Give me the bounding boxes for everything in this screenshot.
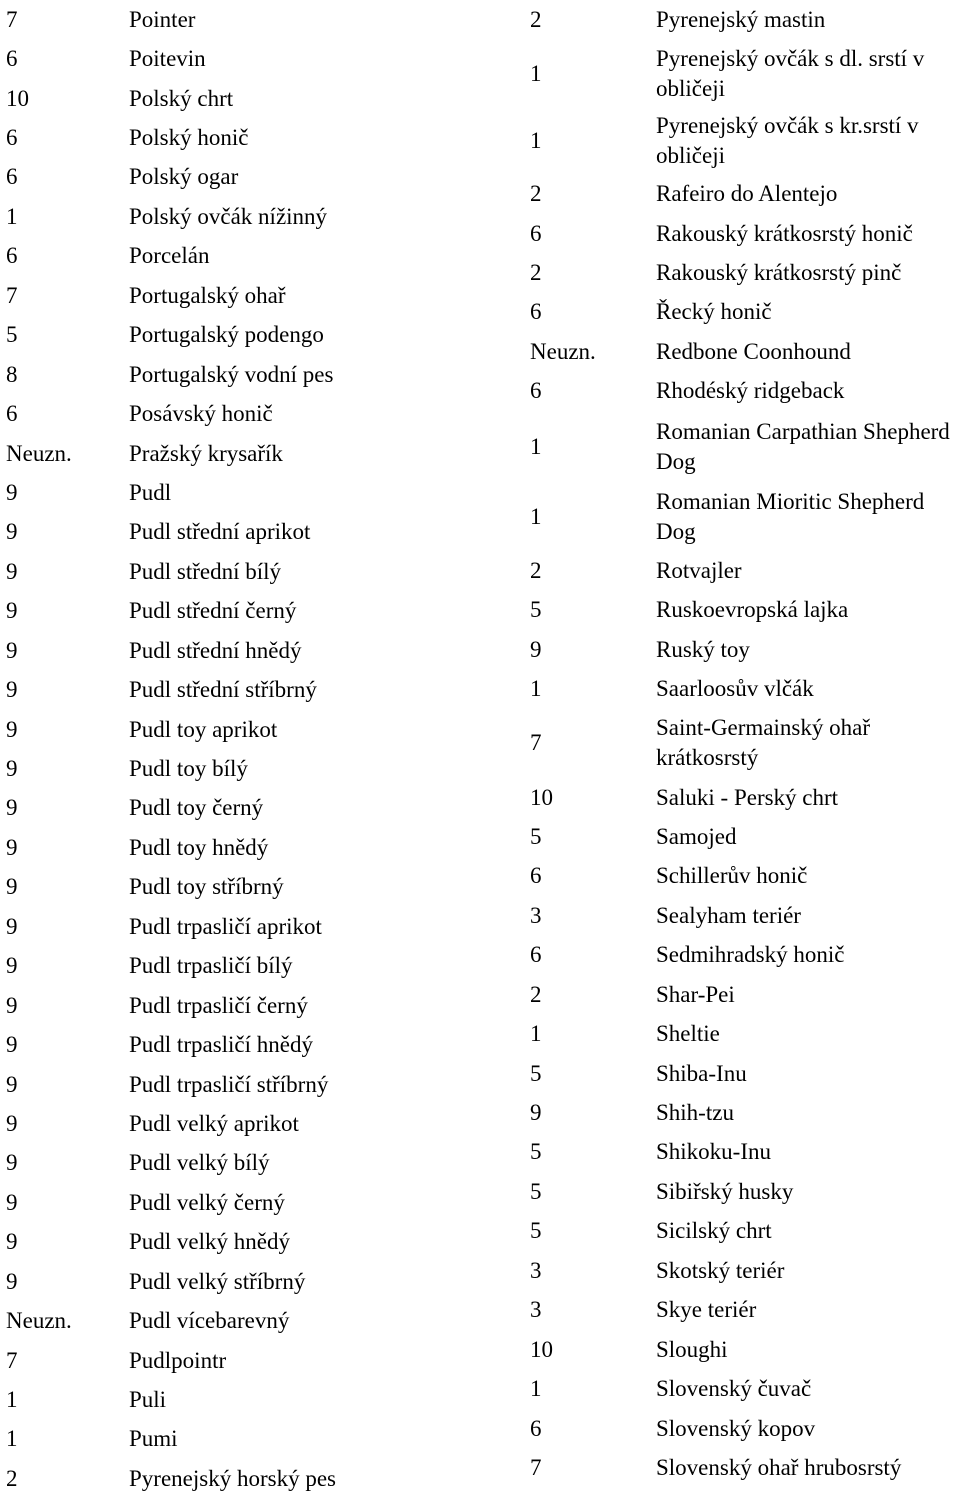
group-number: 1 — [530, 434, 542, 460]
breed-name: Sibiřský husky — [656, 1178, 794, 1204]
breed-name: Pudl toy stříbrný — [129, 874, 284, 900]
group-number: 6 — [6, 125, 18, 151]
group-number: 5 — [530, 1178, 542, 1204]
group-number: 6 — [530, 378, 542, 404]
group-number: 9 — [6, 992, 18, 1018]
group-number: 9 — [6, 913, 18, 939]
group-number: 9 — [6, 598, 18, 624]
group-number: 5 — [6, 322, 18, 348]
breed-row — [530, 975, 960, 1014]
breed-name: Pudl trpasličí bílý — [129, 953, 293, 979]
group-number: 9 — [6, 1150, 18, 1176]
breed-name: Portugalský vodní pes — [129, 361, 334, 387]
group-number: 9 — [6, 953, 18, 979]
breed-row — [530, 1409, 960, 1448]
breed-name: Pudl toy bílý — [129, 756, 248, 782]
breed-name: Polský ogar — [129, 164, 239, 190]
breed-row — [6, 237, 506, 276]
breed-name: Puli — [129, 1387, 167, 1413]
group-number: 2 — [530, 557, 542, 583]
breed-name: Pudl trpasličí stříbrný — [129, 1071, 329, 1097]
breed-row — [6, 1262, 506, 1301]
breed-name: Poitevin — [129, 46, 206, 72]
breed-name: Shiba-Inu — [656, 1060, 747, 1086]
breed-row — [530, 591, 960, 630]
group-number: 7 — [6, 6, 18, 32]
breed-name: Pudl velký černý — [129, 1189, 285, 1215]
breed-row — [530, 39, 960, 108]
group-number: Neuzn. — [6, 1308, 72, 1334]
breed-row — [530, 411, 960, 483]
group-number: 5 — [530, 1060, 542, 1086]
breed-name: Pudl střední hnědý — [129, 637, 302, 663]
group-number: 6 — [6, 401, 18, 427]
breed-row — [6, 789, 506, 828]
breed-row — [6, 1420, 506, 1459]
breed-row — [6, 197, 506, 236]
group-number: 9 — [6, 1032, 18, 1058]
breed-row — [530, 253, 960, 292]
breed-name: Skotský teriér — [656, 1257, 785, 1283]
breed-row — [530, 1014, 960, 1053]
group-number: 9 — [6, 677, 18, 703]
breed-name: Pyrenejský mastin — [656, 6, 826, 32]
breed-row — [6, 670, 506, 709]
breed-row — [6, 276, 506, 315]
breed-row — [6, 868, 506, 907]
breed-name: Rotvajler — [656, 557, 742, 583]
breed-row — [530, 857, 960, 896]
breed-row — [530, 108, 960, 174]
group-number: 6 — [530, 1415, 542, 1441]
breed-name: Shikoku-Inu — [656, 1139, 771, 1165]
breed-name: Pudl velký hnědý — [129, 1229, 290, 1255]
breed-row — [6, 592, 506, 631]
breed-row — [6, 710, 506, 749]
breed-name: Romanian Mioritic Shepherd Dog — [656, 489, 925, 545]
group-number: 6 — [6, 164, 18, 190]
breed-row — [6, 394, 506, 433]
breed-name: Pudl velký bílý — [129, 1150, 270, 1176]
group-number: 6 — [6, 243, 18, 269]
breed-row — [530, 630, 960, 669]
group-number: 9 — [6, 1229, 18, 1255]
group-number: 9 — [6, 1071, 18, 1097]
group-number: 7 — [530, 730, 542, 756]
breed-name: Posávský honič — [129, 401, 273, 427]
breed-name: Pyrenejský ovčák s kr.srstí v obličeji — [656, 113, 919, 169]
breed-row — [6, 473, 506, 512]
breed-row — [530, 332, 960, 371]
breed-name: Ruskoevropská lajka — [656, 597, 849, 623]
breed-row — [530, 293, 960, 332]
breed-name: Pudl — [129, 479, 172, 505]
breed-name: Rhodéský ridgeback — [656, 378, 845, 404]
group-number: 9 — [530, 636, 542, 662]
breed-row — [6, 118, 506, 157]
breed-name: Slovenský kopov — [656, 1415, 816, 1441]
group-number: 9 — [6, 756, 18, 782]
breed-row — [6, 1025, 506, 1064]
breed-name: Pudl toy černý — [129, 795, 264, 821]
group-number: 7 — [530, 1454, 542, 1480]
breed-name: Saarloosův vlčák — [656, 676, 814, 702]
group-number: 10 — [6, 85, 29, 111]
breed-name: Sheltie — [656, 1021, 720, 1047]
breed-row — [530, 936, 960, 975]
breed-name: Pudl střední bílý — [129, 558, 282, 584]
breed-name: Porcelán — [129, 243, 210, 269]
group-number: 9 — [6, 1189, 18, 1215]
breed-row — [6, 355, 506, 394]
group-number: 6 — [530, 299, 542, 325]
group-number: 1 — [530, 60, 542, 86]
breed-row — [6, 1301, 506, 1340]
group-number: 6 — [530, 942, 542, 968]
group-number: 7 — [6, 282, 18, 308]
breed-name: Pudl střední stříbrný — [129, 677, 317, 703]
breed-name: Pudl vícebarevný — [129, 1308, 290, 1334]
breed-row — [6, 986, 506, 1025]
breed-row — [530, 1291, 960, 1330]
breed-name: Pudl trpasličí černý — [129, 992, 308, 1018]
group-number: 9 — [6, 874, 18, 900]
breed-row — [6, 552, 506, 591]
group-number: 1 — [530, 676, 542, 702]
group-number: 1 — [530, 1021, 542, 1047]
group-number: 8 — [6, 361, 18, 387]
breed-name: Sedmihradský honič — [656, 942, 845, 968]
breed-name: Sealyham teriér — [656, 902, 801, 928]
group-number: 2 — [530, 6, 542, 32]
group-number: 1 — [530, 1376, 542, 1402]
breed-row — [6, 749, 506, 788]
breed-name: Řecký honič — [656, 299, 772, 325]
breed-row — [6, 1459, 506, 1498]
breed-row — [6, 907, 506, 946]
breed-name: Shih-tzu — [656, 1100, 734, 1126]
group-number: Neuzn. — [530, 338, 596, 364]
breed-row — [6, 828, 506, 867]
breed-row — [6, 79, 506, 118]
breed-row — [530, 0, 960, 39]
breed-row — [530, 896, 960, 935]
group-number: 9 — [530, 1100, 542, 1126]
breed-name: Pudl toy hnědý — [129, 834, 269, 860]
breed-name: Pumi — [129, 1426, 178, 1452]
group-number: 9 — [6, 1268, 18, 1294]
breed-row — [530, 1172, 960, 1211]
breed-row — [6, 316, 506, 355]
group-number: 3 — [530, 1257, 542, 1283]
group-number: 5 — [530, 1218, 542, 1244]
breed-name: Rafeiro do Alentejo — [656, 181, 838, 207]
group-number: 9 — [6, 519, 18, 545]
group-number: 3 — [530, 1297, 542, 1323]
breed-name: Polský ovčák nížinný — [129, 203, 328, 229]
breed-name: Shar-Pei — [656, 981, 735, 1007]
breed-name: Saint-Germainský ohař krátkosrstý — [656, 715, 870, 771]
group-number: 3 — [530, 902, 542, 928]
group-number: 9 — [6, 479, 18, 505]
group-number: 5 — [530, 1139, 542, 1165]
group-number: 9 — [6, 795, 18, 821]
group-number: 6 — [530, 863, 542, 889]
breed-name: Sicilský chrt — [656, 1218, 772, 1244]
group-number: 9 — [6, 716, 18, 742]
breed-row — [530, 669, 960, 708]
breed-row — [530, 214, 960, 253]
breed-name: Rakouský krátkosrstý honič — [656, 220, 913, 246]
breed-row — [6, 1144, 506, 1183]
group-number: 6 — [530, 220, 542, 246]
breed-row — [530, 551, 960, 590]
group-number: 10 — [530, 784, 553, 810]
breed-name: Rakouský krátkosrstý pinč — [656, 260, 902, 286]
group-number: Neuzn. — [6, 440, 72, 466]
breed-name: Pudl trpasličí aprikot — [129, 913, 322, 939]
breed-name: Pudl velký aprikot — [129, 1110, 299, 1136]
breed-row — [530, 174, 960, 213]
breed-list-left — [6, 0, 506, 1499]
group-number: 1 — [530, 504, 542, 530]
breed-list-right — [530, 0, 960, 1488]
breed-name: Portugalský ohař — [129, 282, 286, 308]
breed-row — [530, 817, 960, 856]
breed-row — [6, 39, 506, 78]
breed-row — [6, 631, 506, 670]
breed-name: Portugalský podengo — [129, 322, 324, 348]
breed-row — [530, 1212, 960, 1251]
group-number: 2 — [530, 260, 542, 286]
group-number: 9 — [6, 1110, 18, 1136]
breed-row — [6, 1380, 506, 1419]
breed-name: Pyrenejský ovčák s dl. srstí v obličeji — [656, 45, 925, 101]
group-number: 1 — [6, 1387, 18, 1413]
group-number: 5 — [530, 597, 542, 623]
group-number: 7 — [6, 1347, 18, 1373]
breed-row — [530, 778, 960, 817]
group-number: 1 — [6, 1426, 18, 1452]
breed-row — [6, 0, 506, 39]
breed-row — [6, 1183, 506, 1222]
breed-row — [530, 1251, 960, 1290]
breed-name: Slovenský čuvač — [656, 1376, 812, 1402]
group-number: 9 — [6, 637, 18, 663]
breed-row — [6, 158, 506, 197]
breed-name: Pudl toy aprikot — [129, 716, 278, 742]
breed-name: Pudl trpasličí hnědý — [129, 1032, 313, 1058]
breed-row — [6, 513, 506, 552]
breed-row — [6, 947, 506, 986]
breed-name: Polský honič — [129, 125, 249, 151]
breed-name: Polský chrt — [129, 85, 234, 111]
breed-name: Sloughi — [656, 1336, 728, 1362]
breed-row — [530, 1369, 960, 1408]
group-number: 10 — [530, 1336, 553, 1362]
breed-row — [6, 1104, 506, 1143]
breed-row — [530, 1054, 960, 1093]
breed-row — [6, 1065, 506, 1104]
breed-row — [530, 1330, 960, 1369]
group-number: 2 — [530, 181, 542, 207]
breed-name: Samojed — [656, 823, 737, 849]
group-number: 6 — [6, 46, 18, 72]
breed-name: Ruský toy — [656, 636, 750, 662]
group-number: 5 — [530, 823, 542, 849]
group-number: 9 — [6, 558, 18, 584]
group-number: 1 — [6, 203, 18, 229]
breed-name: Redbone Coonhound — [656, 338, 851, 364]
group-number: 2 — [530, 981, 542, 1007]
breed-row — [530, 1448, 960, 1487]
breed-row — [6, 434, 506, 473]
group-number: 1 — [530, 128, 542, 154]
breed-row — [6, 1341, 506, 1380]
breed-name: Saluki - Perský chrt — [656, 784, 839, 810]
breed-name: Pointer — [129, 6, 196, 32]
breed-name: Pyrenejský horský pes — [129, 1465, 336, 1491]
breed-name: Pudl velký stříbrný — [129, 1268, 306, 1294]
breed-name: Pudl střední černý — [129, 598, 297, 624]
breed-name: Skye teriér — [656, 1297, 757, 1323]
breed-name: Slovenský ohař hrubosrstý — [656, 1454, 902, 1480]
breed-row — [530, 1133, 960, 1172]
breed-row — [530, 709, 960, 778]
breed-name: Schillerův honič — [656, 863, 808, 889]
breed-name: Pudlpointr — [129, 1347, 227, 1373]
group-number: 2 — [6, 1465, 18, 1491]
breed-name: Pudl střední aprikot — [129, 519, 311, 545]
breed-row — [6, 1223, 506, 1262]
breed-row — [530, 483, 960, 551]
breed-name: Romanian Carpathian Shepherd Dog — [656, 419, 950, 475]
breed-name: Pražský krysařík — [129, 440, 283, 466]
breed-row — [530, 1093, 960, 1132]
breed-row — [530, 372, 960, 411]
group-number: 9 — [6, 834, 18, 860]
